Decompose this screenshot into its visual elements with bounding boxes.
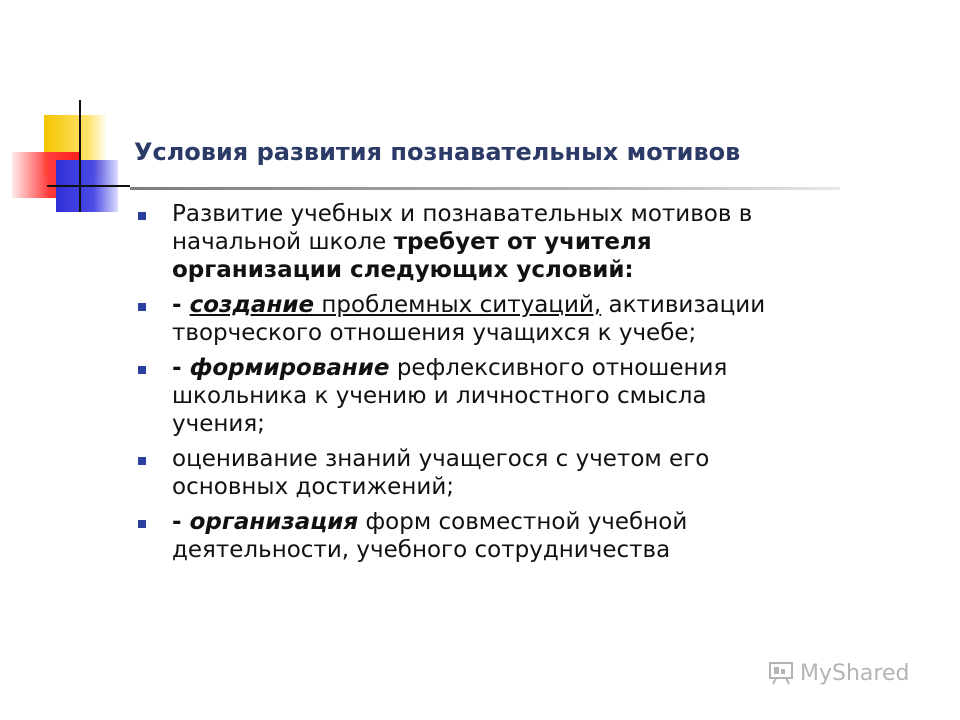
list-item-line	[172, 382, 852, 410]
text-segment: проблемных ситуаций,	[314, 292, 602, 318]
text-segment: активизации	[601, 292, 766, 318]
text-segment: начальной школе	[172, 229, 394, 255]
text-segment: форм совместной учебной	[358, 509, 688, 535]
slide-title: Условия развития познавательных мотивов	[134, 138, 741, 166]
text-segment: учения;	[172, 411, 265, 437]
watermark	[768, 657, 909, 689]
bullet-square-icon	[138, 212, 146, 220]
bullet-square-icon	[138, 303, 146, 311]
title-divider	[130, 187, 840, 190]
list-item-line	[172, 410, 852, 438]
text-segment: создание	[189, 292, 315, 318]
list-item-line	[172, 354, 852, 382]
list-item-line	[172, 319, 852, 347]
list-item-line	[172, 445, 852, 473]
list-item	[132, 508, 852, 564]
text-segment: основных достижений;	[172, 474, 455, 500]
list-item	[132, 291, 852, 347]
text-segment: -	[172, 292, 190, 318]
text-segment: организация	[189, 509, 359, 535]
vertical-line	[79, 100, 81, 212]
list-item-line	[172, 508, 852, 536]
text-segment: -	[172, 509, 190, 535]
text-segment: -	[172, 355, 190, 381]
bullet-list	[132, 200, 852, 571]
text-segment: Развитие учебных и познавательных мотивов в	[172, 201, 753, 227]
list-item-line	[172, 536, 852, 564]
bullet-square-icon	[138, 520, 146, 528]
text-segment: рефлексивного отношения	[389, 355, 728, 381]
text-segment: оценивание знаний учащегося с учетом его	[172, 446, 710, 472]
list-item	[132, 445, 852, 501]
list-item-line	[172, 291, 852, 319]
bullet-square-icon	[138, 366, 146, 374]
presentation-board-icon	[768, 660, 794, 686]
list-item-line	[172, 228, 852, 256]
text-segment: требует от учителя	[393, 229, 652, 255]
text-segment: формирование	[189, 355, 390, 381]
list-item-line	[172, 200, 852, 228]
text-segment: школьника к учению и личностного смысла	[172, 383, 707, 409]
text-segment: организации следующих условий:	[172, 257, 634, 283]
list-item-line	[172, 256, 852, 284]
text-segment: деятельности, учебного сотрудничества	[172, 537, 671, 563]
horizontal-line	[47, 185, 130, 187]
text-segment: творческого отношения учащихся к учебе;	[172, 320, 697, 346]
list-item	[132, 354, 852, 438]
list-item	[132, 200, 852, 284]
decorative-squares	[0, 0, 140, 230]
watermark-text: MyShared	[800, 660, 910, 686]
list-item-line	[172, 473, 852, 501]
bullet-square-icon	[138, 457, 146, 465]
